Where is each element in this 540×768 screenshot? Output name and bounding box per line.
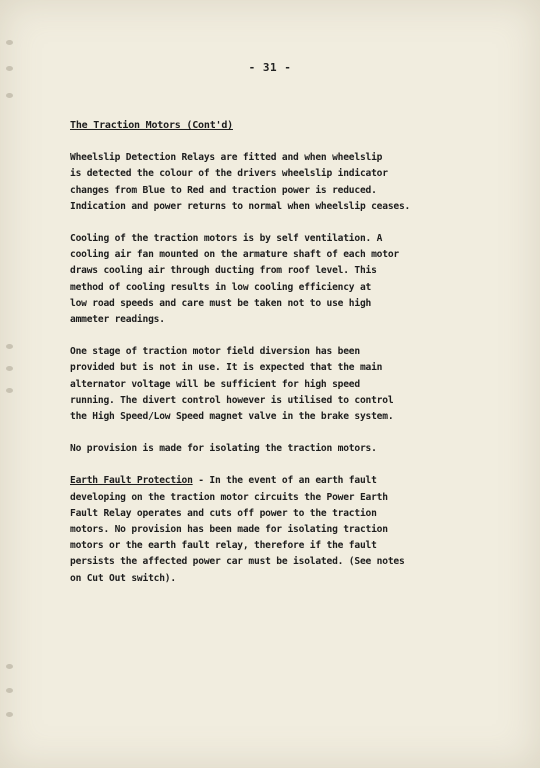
- text-line: the High Speed/Low Speed magnet valve in the brake system.: [70, 411, 394, 423]
- text-line: Fault Relay operates and cuts off power to the traction: [70, 507, 377, 519]
- text-line: One stage of traction motor field diversion has been: [70, 346, 360, 358]
- binding-hole-mark: [6, 688, 13, 693]
- binding-hole-mark: [6, 366, 13, 371]
- binding-hole-mark: [6, 388, 13, 393]
- text-line: motors or the earth fault relay, therefore if the fault: [70, 540, 377, 552]
- text-line: running. The divert control however is utilised to control: [70, 394, 394, 406]
- text-line: ammeter readings.: [70, 314, 165, 326]
- page-number: - 31 -: [248, 61, 292, 74]
- document-body: [70, 118, 440, 603]
- paragraph-earth-fault: [70, 473, 440, 586]
- text-line: provided but is not in use. It is expected that the main: [70, 362, 383, 374]
- binding-hole-mark: [6, 712, 13, 717]
- text-line: persists the affected power car must be isolated. (See notes: [70, 556, 405, 568]
- paragraph-wheelslip: [70, 150, 440, 215]
- binding-hole-mark: [6, 664, 13, 669]
- text-line: [70, 473, 440, 489]
- text-line: Cooling of the traction motors is by self ventilation. A: [70, 233, 383, 245]
- text-line: developing on the traction motor circuits the Power Earth: [70, 491, 388, 503]
- text-line: method of cooling results in low cooling efficiency at: [70, 281, 372, 293]
- binding-hole-mark: [6, 40, 13, 45]
- binding-hole-mark: [6, 344, 13, 349]
- earth-fault-label: Earth Fault Protection: [70, 475, 193, 487]
- binding-hole-mark: [6, 93, 13, 98]
- paragraph-isolation: [70, 441, 440, 457]
- text-line: on Cut Out switch).: [70, 572, 176, 584]
- text-line: low road speeds and care must be taken not to use high: [70, 297, 372, 309]
- text-line: changes from Blue to Red and traction power is reduced.: [70, 184, 377, 196]
- paragraph-field-diversion: [70, 344, 440, 425]
- text-line: is detected the colour of the drivers wheelslip indicator: [70, 168, 388, 180]
- text-line: No provision is made for isolating the traction motors.: [70, 443, 377, 455]
- text-line: Wheelslip Detection Relays are fitted and when wheelslip: [70, 152, 383, 164]
- section-heading: The Traction Motors (Cont'd): [70, 120, 233, 131]
- paragraph-cooling: [70, 231, 440, 328]
- text-line: alternator voltage will be sufficient for high speed: [70, 378, 360, 390]
- text-line: draws cooling air through ducting from roof level. This: [70, 265, 377, 277]
- earth-fault-first-line: - In the event of an earth fault: [192, 475, 377, 487]
- text-line: motors. No provision has been made for isolating traction: [70, 524, 388, 536]
- text-line: Indication and power returns to normal when wheelslip ceases.: [70, 200, 411, 212]
- text-line: cooling air fan mounted on the armature shaft of each motor: [70, 249, 399, 261]
